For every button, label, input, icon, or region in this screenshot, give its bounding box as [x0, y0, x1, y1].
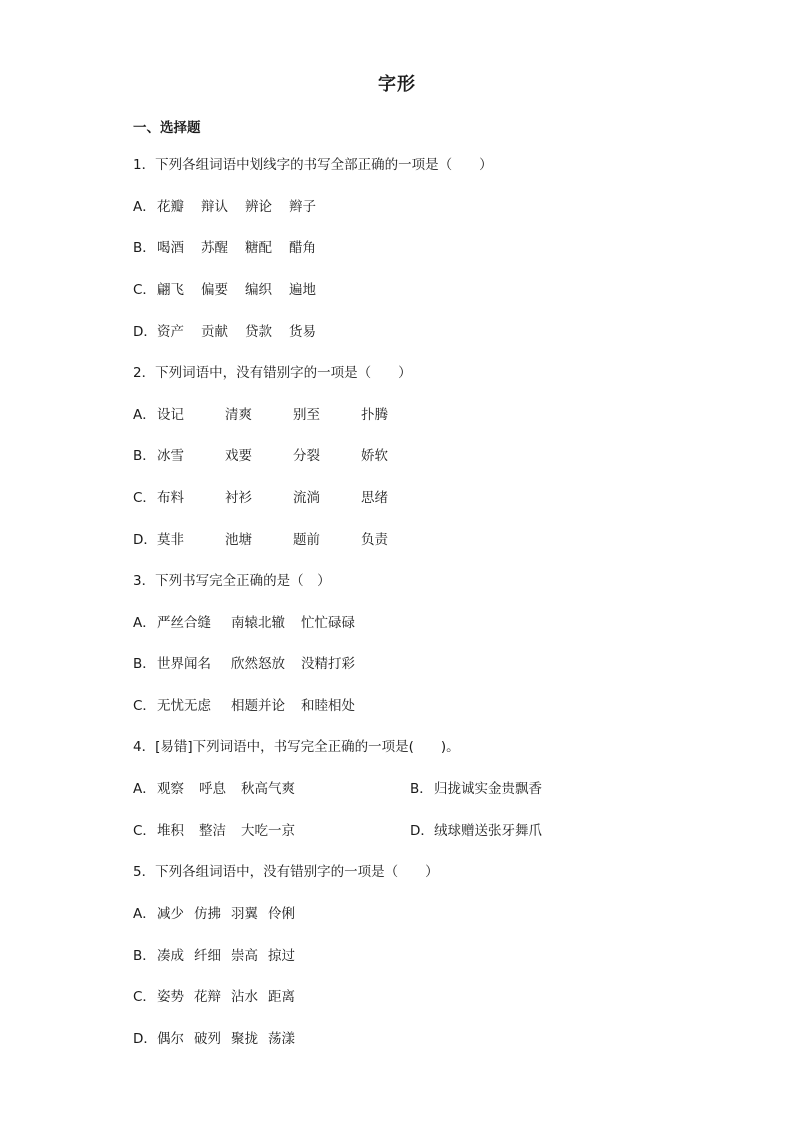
option-label: A． — [133, 407, 156, 423]
option-label: A． — [133, 199, 156, 215]
word: 花辩 — [194, 989, 221, 1005]
word: 设记 — [157, 407, 184, 423]
word: 娇软 — [361, 448, 388, 464]
word: 荡漾 — [268, 1031, 295, 1047]
question-1-option-c — [133, 281, 316, 299]
word: 掠过 — [268, 948, 295, 964]
word: 秋高气爽 — [241, 781, 295, 797]
question-3-option-c — [133, 697, 355, 715]
word: 归拢 — [434, 781, 461, 797]
question-4-stem: 4．[易错]下列词语中，书写完全正确的一项是( )。 — [133, 739, 460, 755]
word: 辫子 — [289, 199, 316, 215]
question-5-option-a — [133, 905, 295, 923]
word: 绒球 — [434, 823, 461, 839]
word: 观察 — [157, 781, 184, 797]
word: 减少 — [157, 906, 184, 922]
word: 纤细 — [194, 948, 221, 964]
word: 仿拂 — [194, 906, 221, 922]
word: 羽翼 — [231, 906, 258, 922]
word: 呼息 — [199, 781, 226, 797]
word: 赠送 — [461, 823, 488, 839]
question-5-stem: 5．下列各组词语中，没有错别字的一项是（ ） — [133, 864, 439, 880]
word: 辩认 — [201, 199, 228, 215]
question-1-option-b — [133, 239, 316, 257]
question-4-option-d — [410, 822, 542, 840]
word: 和睦相处 — [301, 698, 355, 714]
word: 衬衫 — [225, 490, 252, 506]
word: 聚拢 — [231, 1031, 258, 1047]
word: 扑腾 — [361, 407, 388, 423]
question-5-option-d — [133, 1030, 295, 1048]
question-5-option-b — [133, 947, 295, 965]
word: 分裂 — [293, 448, 320, 464]
word: 负责 — [361, 532, 388, 548]
question-3-option-a — [133, 614, 355, 632]
question-3-option-b — [133, 655, 355, 673]
word: 戏要 — [225, 448, 252, 464]
option-label: B． — [133, 448, 156, 464]
section-heading: 一、选择题 — [133, 120, 201, 136]
question-2-option-a — [133, 406, 388, 424]
word: 整洁 — [199, 823, 226, 839]
option-label: C． — [133, 282, 156, 298]
question-4-option-b — [410, 780, 542, 798]
word: 冰雪 — [157, 448, 184, 464]
word: 崇高 — [231, 948, 258, 964]
word: 大吃一京 — [241, 823, 295, 839]
option-label: C． — [133, 989, 156, 1005]
word: 翩飞 — [157, 282, 184, 298]
question-2-option-c — [133, 489, 388, 507]
option-label: C． — [133, 698, 156, 714]
word: 张牙舞爪 — [488, 823, 542, 839]
option-label: A． — [133, 615, 156, 631]
word: 资产 — [157, 324, 184, 340]
word: 欣然怒放 — [231, 656, 285, 672]
question-1-option-d — [133, 323, 316, 341]
word: 池塘 — [225, 532, 252, 548]
word: 流淌 — [293, 490, 320, 506]
word: 破列 — [194, 1031, 221, 1047]
word: 辨论 — [245, 199, 272, 215]
option-label: C． — [133, 490, 156, 506]
word: 姿势 — [157, 989, 184, 1005]
option-label: B． — [133, 656, 156, 672]
word: 布料 — [157, 490, 184, 506]
word: 沾水 — [231, 989, 258, 1005]
option-label: C． — [133, 823, 156, 839]
word: 清爽 — [225, 407, 252, 423]
word: 莫非 — [157, 532, 184, 548]
option-label: B． — [133, 240, 156, 256]
word: 货易 — [289, 324, 316, 340]
word: 伶俐 — [268, 906, 295, 922]
word: 凑成 — [157, 948, 184, 964]
word: 花瓣 — [157, 199, 184, 215]
word: 诚实 — [461, 781, 488, 797]
word: 堆积 — [157, 823, 184, 839]
option-label: D． — [410, 823, 434, 839]
word: 距离 — [268, 989, 295, 1005]
question-1-stem: 1．下列各组词语中划线字的书写全部正确的一项是（ ） — [133, 157, 493, 173]
word: 偏要 — [201, 282, 228, 298]
word: 贡献 — [201, 324, 228, 340]
word: 金贵飘香 — [488, 781, 542, 797]
option-label: B． — [133, 948, 156, 964]
word: 编织 — [245, 282, 272, 298]
word: 世界闻名 — [157, 656, 211, 672]
word: 遍地 — [289, 282, 316, 298]
word: 苏醒 — [201, 240, 228, 256]
option-label: D． — [133, 324, 157, 340]
page-title: 字形 — [378, 74, 416, 95]
option-label: B． — [410, 781, 433, 797]
question-5-option-c — [133, 988, 295, 1006]
word: 无忧无虑 — [157, 698, 211, 714]
word: 喝酒 — [157, 240, 184, 256]
word: 贷款 — [245, 324, 272, 340]
question-1-option-a — [133, 198, 316, 216]
word: 思绪 — [361, 490, 388, 506]
word: 相题并论 — [231, 698, 285, 714]
word: 别至 — [293, 407, 320, 423]
word: 偶尔 — [157, 1031, 184, 1047]
option-label: A． — [133, 906, 156, 922]
question-4-option-c — [133, 822, 295, 840]
question-2-option-d — [133, 531, 388, 549]
word: 没精打彩 — [301, 656, 355, 672]
option-label: D． — [133, 532, 157, 548]
word: 醋角 — [289, 240, 316, 256]
option-label: D． — [133, 1031, 157, 1047]
question-2-stem: 2．下列词语中，没有错别字的一项是（ ） — [133, 365, 412, 381]
option-label: A． — [133, 781, 156, 797]
word: 严丝合缝 — [157, 615, 211, 631]
word: 忙忙碌碌 — [301, 615, 355, 631]
word: 南辕北辙 — [231, 615, 285, 631]
question-4-option-a — [133, 780, 295, 798]
question-2-option-b — [133, 447, 388, 465]
word: 题前 — [293, 532, 320, 548]
word: 糖配 — [245, 240, 272, 256]
question-3-stem: 3．下列书写完全正确的是（ ） — [133, 573, 331, 589]
